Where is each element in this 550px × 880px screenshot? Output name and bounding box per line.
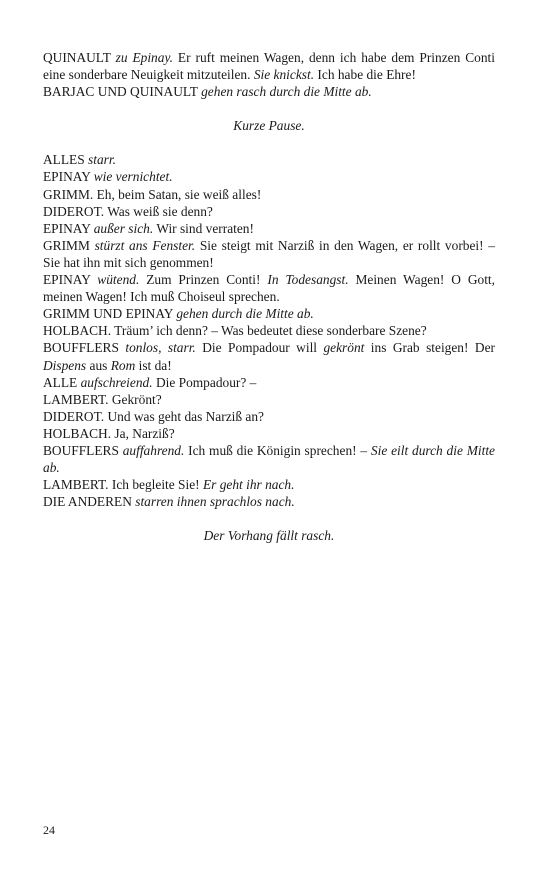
italic-text-segment: gekrönt <box>323 340 365 356</box>
dialogue-paragraph <box>43 49 495 83</box>
text-segment: BOUFFLERS <box>43 340 126 356</box>
text-segment: Sie steigt mit Narziß in den Wagen, er rollt vorbei! – Sie hat ihn mit sich genommen! <box>43 237 495 270</box>
italic-text-segment: Rom <box>110 357 136 373</box>
dialogue-paragraph <box>43 493 495 510</box>
italic-text-segment: gehen durch die Mitte ab. <box>176 306 314 322</box>
page-text-body <box>43 49 495 544</box>
text-segment: ist da! <box>135 357 172 373</box>
italic-text-segment: Dispens <box>43 357 87 373</box>
text-segment: Er ruft meinen Wagen, denn ich habe dem Prinzen Conti eine sonderbare Neuigkeit mitzuteilen. <box>43 50 495 83</box>
dialogue-paragraph <box>43 476 495 493</box>
dialogue-paragraph <box>43 271 495 305</box>
italic-text-segment: wie vernichtet. <box>93 169 173 185</box>
text-segment: Zum Prinzen Conti! <box>139 272 268 288</box>
text-segment: DIE ANDEREN <box>43 494 136 510</box>
dialogue-paragraph <box>43 168 495 185</box>
italic-text-segment: Der Vorhang fällt rasch. <box>203 528 335 544</box>
italic-text-segment: tonlos, starr. <box>125 340 196 356</box>
text-segment: BARJAC UND QUINAULT <box>43 84 202 100</box>
text-segment: DIDEROT. Und was geht das Narziß an? <box>43 408 265 424</box>
text-segment: HOLBACH. Ja, Narziß? <box>43 425 175 441</box>
stage-direction-centered <box>43 117 495 134</box>
italic-text-segment: Er geht ihr nach. <box>202 477 295 493</box>
italic-text-segment: starren ihnen sprachlos nach. <box>135 494 295 510</box>
stage-direction-centered <box>43 527 495 544</box>
text-segment: GRIMM UND EPINAY <box>43 306 177 322</box>
text-segment: Ich muß die Königin sprechen! – <box>184 442 371 458</box>
blank-line <box>43 134 495 151</box>
dialogue-paragraph <box>43 220 495 237</box>
text-segment: ALLE <box>43 374 81 390</box>
dialogue-paragraph <box>43 203 495 220</box>
italic-text-segment: Kurze Pause. <box>233 118 305 134</box>
text-segment: Die Pompadour will <box>195 340 324 356</box>
italic-text-segment: aufschreiend. <box>80 374 153 390</box>
italic-text-segment: außer sich. <box>93 220 154 236</box>
dialogue-paragraph <box>43 408 495 425</box>
italic-text-segment: auffahrend. <box>122 442 185 458</box>
text-segment: aus <box>86 357 111 373</box>
text-segment: LAMBERT. Gekrönt? <box>43 391 162 407</box>
italic-text-segment: gehen rasch durch die Mitte ab. <box>201 84 372 100</box>
text-segment: Meinen Wagen! O Gott, meinen Wagen! Ich muß Choiseul sprechen. <box>43 272 496 305</box>
text-segment: Ich habe die Ehre! <box>314 67 416 83</box>
dialogue-paragraph <box>43 442 495 476</box>
text-segment: LAMBERT. Ich begleite Sie! <box>43 477 203 493</box>
page-number: 24 <box>43 823 55 837</box>
text-segment: ALLES <box>43 152 89 168</box>
italic-text-segment: wütend. <box>97 272 140 288</box>
dialogue-paragraph <box>43 339 495 373</box>
text-segment: EPINAY <box>43 220 94 236</box>
dialogue-paragraph <box>43 237 495 271</box>
dialogue-paragraph <box>43 186 495 203</box>
text-segment: GRIMM. Eh, beim Satan, sie weiß alles! <box>43 186 262 202</box>
text-segment: EPINAY <box>43 272 98 288</box>
text-segment: EPINAY <box>43 169 94 185</box>
italic-text-segment: starr. <box>88 152 116 168</box>
dialogue-paragraph <box>43 425 495 442</box>
dialogue-paragraph <box>43 374 495 391</box>
blank-line <box>43 100 495 117</box>
text-segment: GRIMM <box>43 237 95 253</box>
text-segment: Wir sind verraten! <box>153 220 254 236</box>
italic-text-segment: zu Epinay. <box>115 50 173 65</box>
italic-text-segment: In Todesangst. <box>267 272 349 288</box>
text-segment: ins Grab steigen! Der <box>364 340 495 356</box>
dialogue-paragraph <box>43 83 495 100</box>
blank-line <box>43 510 495 527</box>
dialogue-paragraph <box>43 322 495 339</box>
dialogue-paragraph <box>43 151 495 168</box>
dialogue-paragraph <box>43 391 495 408</box>
text-segment: Die Pompadour? – <box>152 374 257 390</box>
text-segment: QUINAULT <box>43 50 116 65</box>
text-segment: DIDEROT. Was weiß sie denn? <box>43 203 213 219</box>
text-segment: HOLBACH. Träum’ ich denn? – Was bedeutet diese sonderbare Szene? <box>43 323 427 339</box>
italic-text-segment: Sie eilt durch die Mitte ab. <box>43 442 495 476</box>
dialogue-paragraph <box>43 305 495 322</box>
italic-text-segment: Sie knickst. <box>253 67 315 83</box>
italic-text-segment: stürzt ans Fenster. <box>94 237 196 253</box>
text-segment: BOUFFLERS <box>43 442 123 458</box>
